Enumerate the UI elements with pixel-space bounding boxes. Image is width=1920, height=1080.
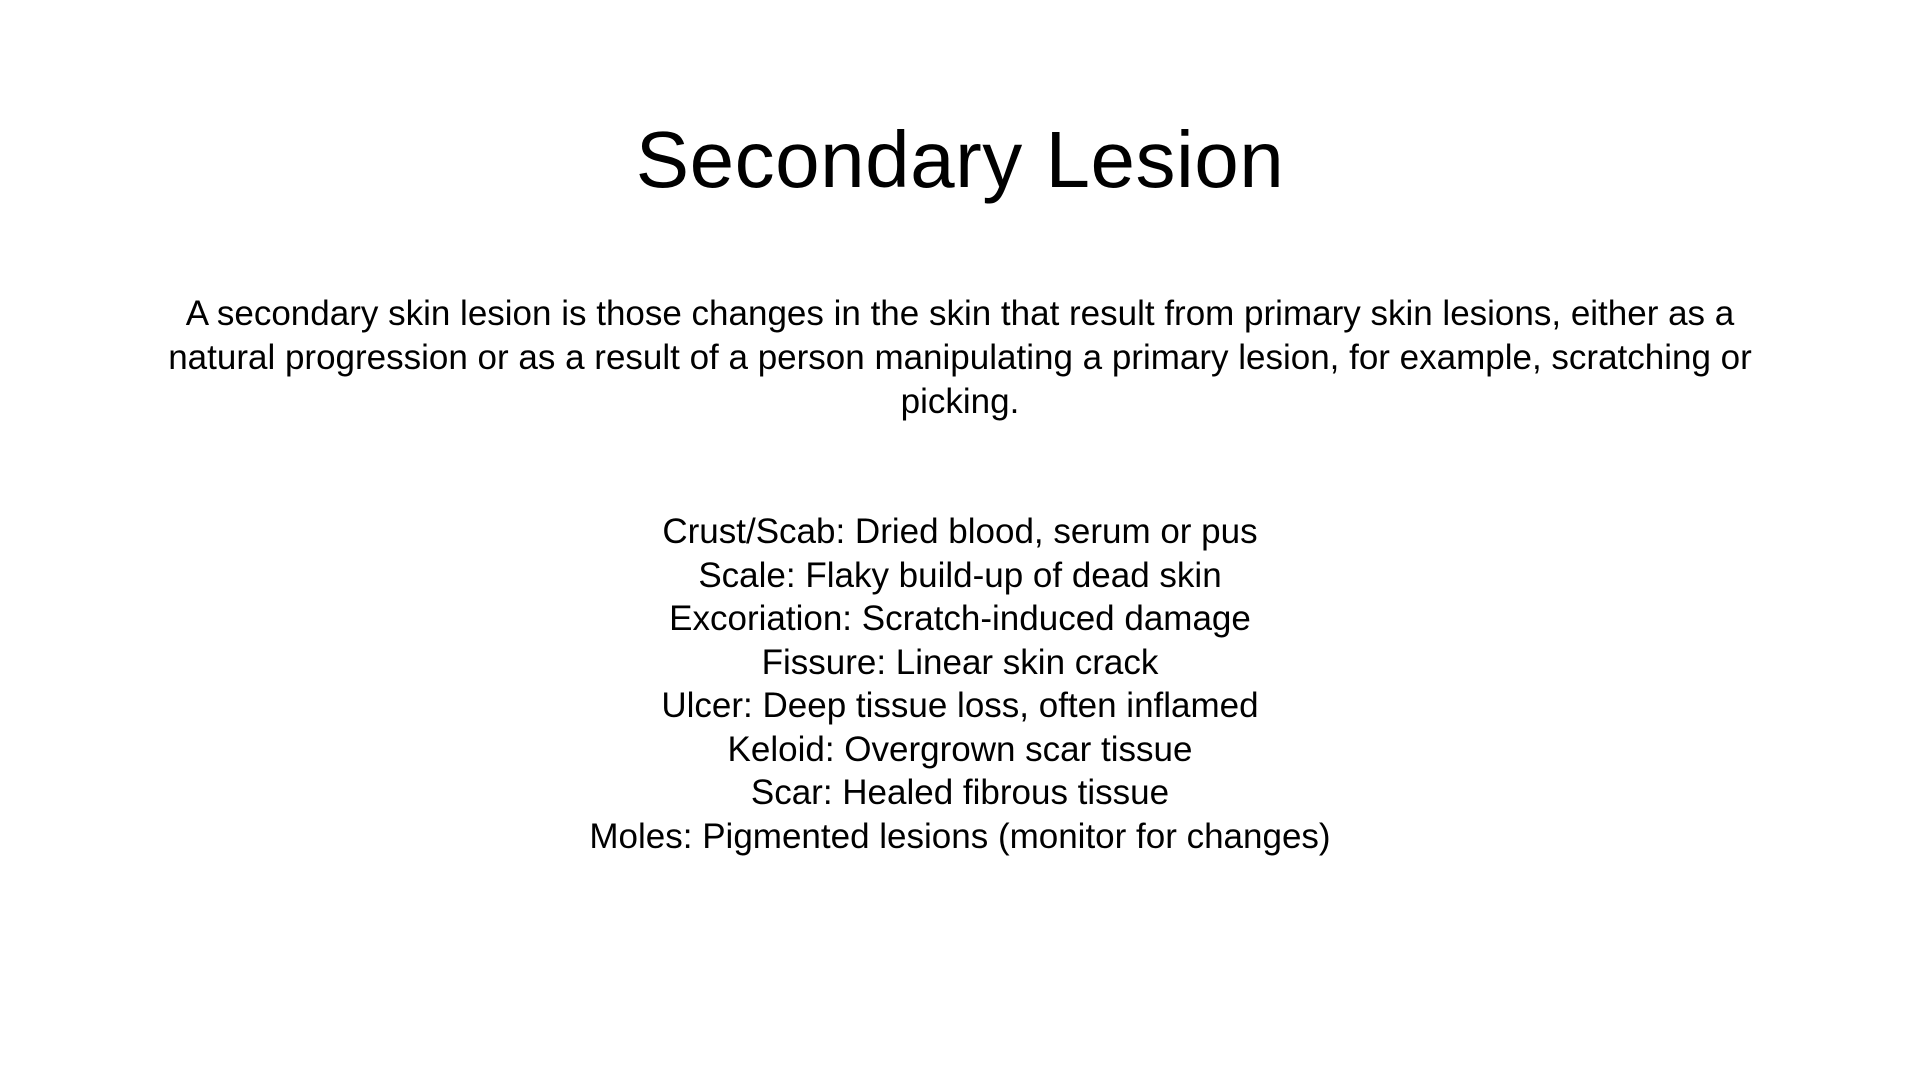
list-item: Scale: Flaky build-up of dead skin bbox=[698, 555, 1222, 595]
list-item: Fissure: Linear skin crack bbox=[761, 642, 1159, 682]
list-item: Ulcer: Deep tissue loss, often inflamed bbox=[661, 686, 1259, 725]
list-item: Keloid: Overgrown scar tissue bbox=[727, 729, 1193, 769]
list-item: Moles: Pigmented lesions (monitor for changes) bbox=[589, 816, 1331, 856]
slide-title: Secondary Lesion bbox=[635, 115, 1285, 204]
lesion-list bbox=[0, 510, 1920, 858]
list-item: Crust/Scab: Dried blood, serum or pus bbox=[662, 512, 1258, 551]
list-item: Excoriation: Scratch-induced damage bbox=[669, 599, 1251, 638]
intro-paragraph: A secondary skin lesion is those changes in the skin that result from primary skin lesions, either as a natural progression or as a result of a person manipulating a primary lesion, for example, scratching or picking. bbox=[168, 294, 1752, 421]
list-item: Scar: Healed fibrous tissue bbox=[750, 773, 1170, 812]
